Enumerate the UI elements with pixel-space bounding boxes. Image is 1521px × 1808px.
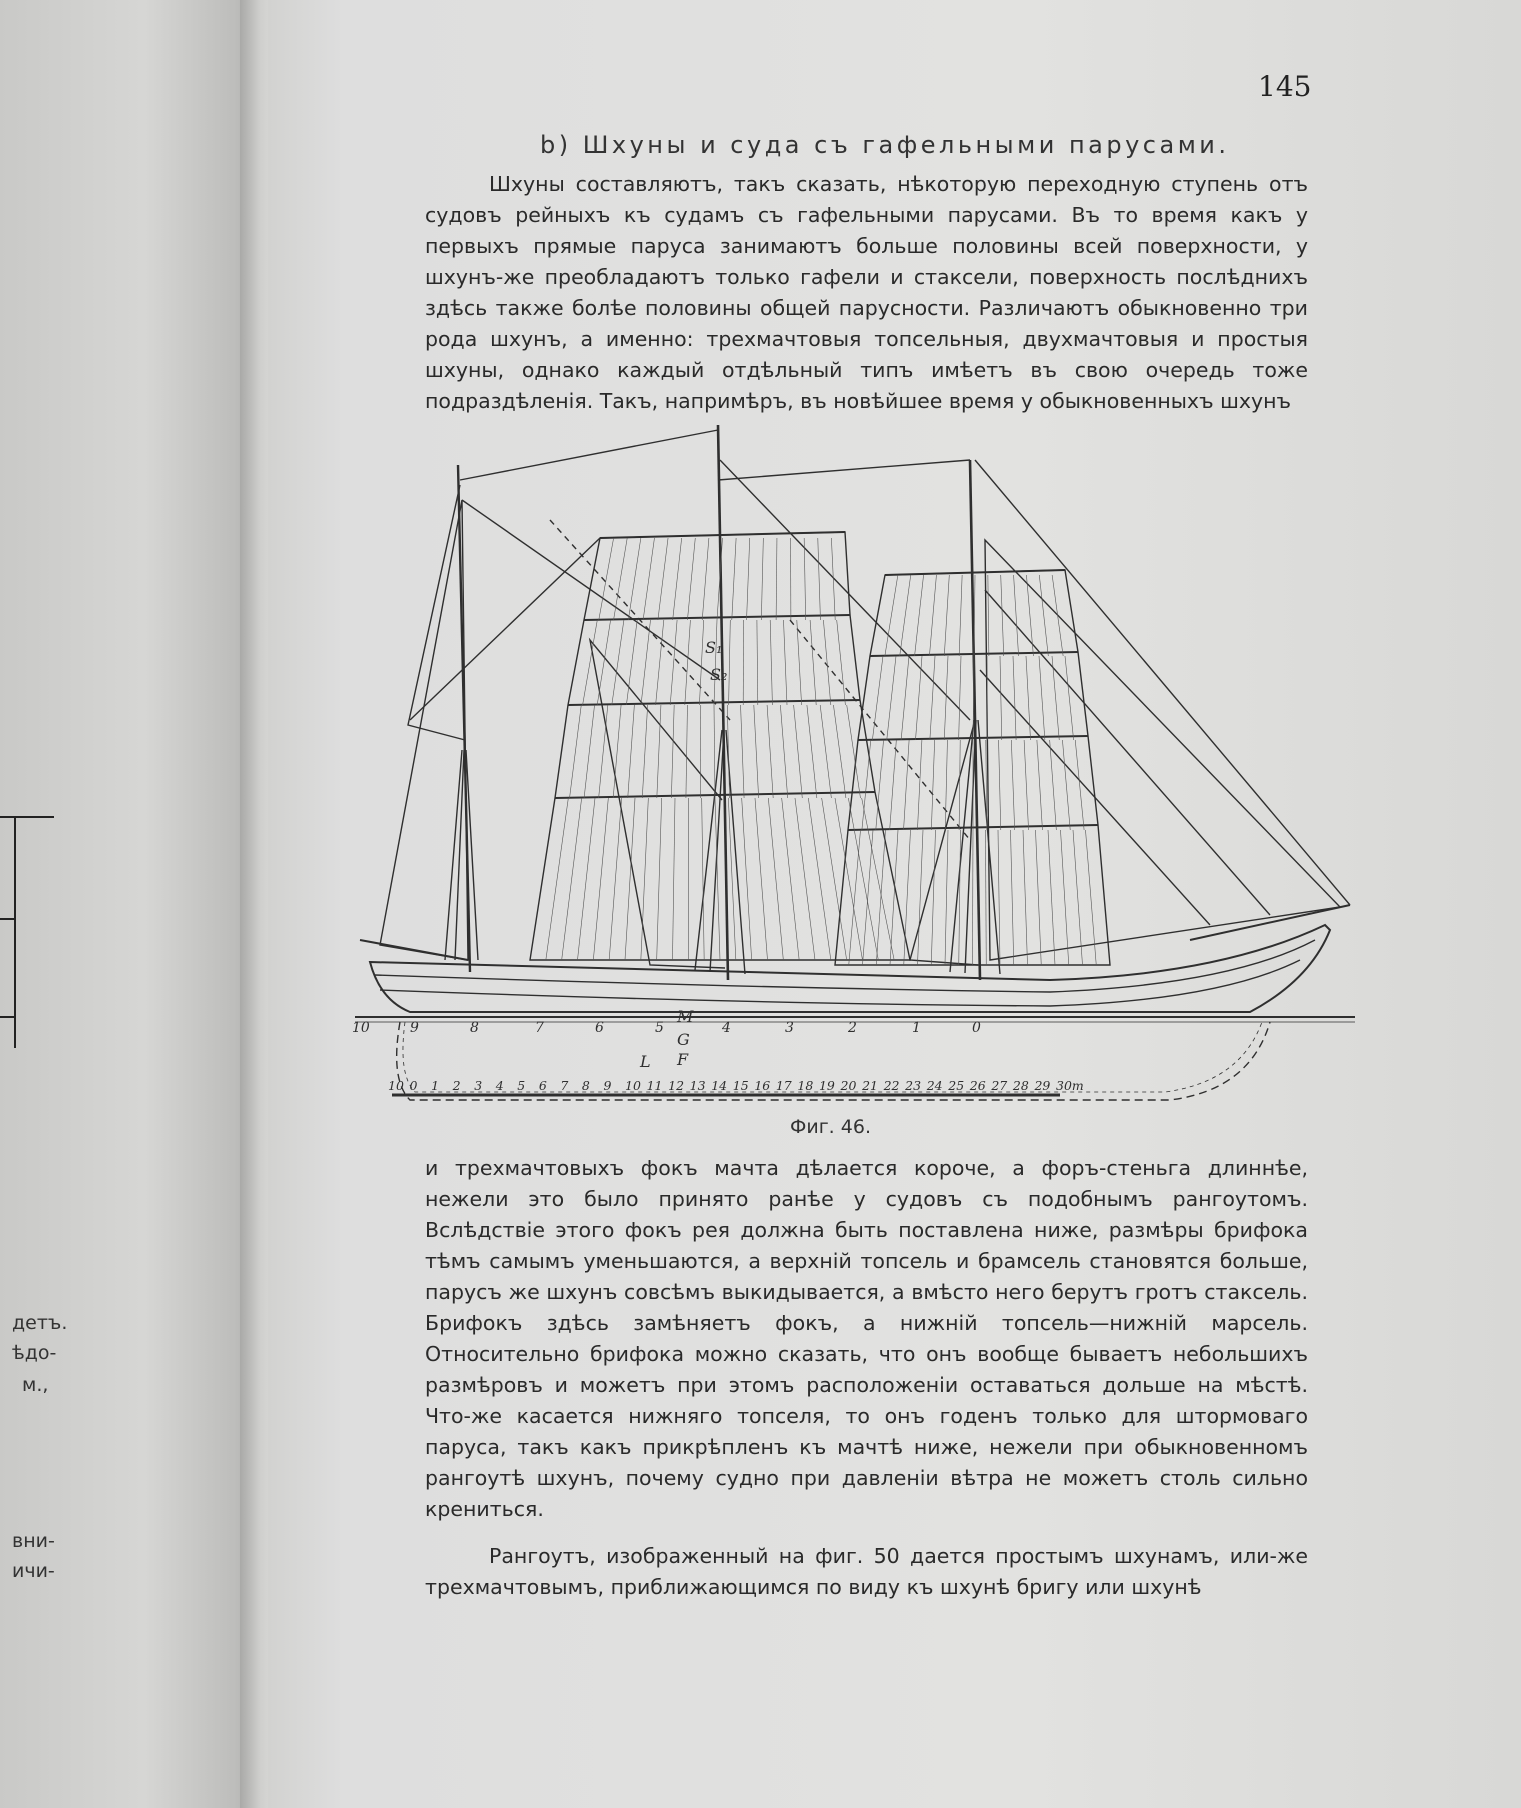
station-number: 3	[785, 1020, 794, 1036]
stay	[460, 430, 718, 480]
paragraph: Шхуны составляютъ, такъ сказать, нѣкоторую переходную ступень отъ судовъ рейныхъ къ судамъ съ гафельными парусами. Въ то время какъ у первыхъ прямые паруса занимаютъ больше половины всей поверхности, у шхунъ-же преобладаютъ только гафели и стаксели, поверхность послѣднихъ здѣсь также болѣе половины общей парусности. Различаютъ обыкновенно три рода шхунъ, а именно: трехмачтовыя топсельныя, двухмачтовыя и простыя шхуны, однако каждый отдѣльный типъ имѣетъ въ свою очередь тоже подраздѣленія. Такъ, напримѣръ, въ новѣйшее время у обыкновенныхъ шхунъ	[425, 172, 1308, 413]
sail-panel-line	[959, 656, 961, 740]
sail-panel-line	[1036, 830, 1042, 965]
sail-panel-line	[862, 740, 871, 830]
sail-panel-line	[702, 538, 709, 620]
sail-panel-line	[1011, 740, 1014, 830]
point-label: L	[640, 1052, 651, 1071]
sail-panel-line	[887, 656, 896, 740]
scale-tick-label: 22	[883, 1078, 900, 1093]
hull	[370, 925, 1330, 1012]
sail-panel-line	[578, 798, 596, 960]
page-number: 145	[1258, 70, 1312, 103]
sail-panel-line	[757, 620, 758, 705]
sail-panel-line	[917, 740, 921, 830]
sail-panel-line	[714, 705, 715, 798]
scale-tick-label: 24	[926, 1078, 943, 1093]
sail-panel-line	[849, 830, 861, 965]
sail-panel-line	[1039, 656, 1045, 740]
sail-panel-line	[1062, 740, 1070, 830]
sail-panel-line	[714, 620, 717, 705]
scale-tick-label: 20	[840, 1078, 857, 1093]
sail-panel-line	[609, 798, 622, 960]
point-label: S₂	[710, 665, 728, 684]
station-number: 4	[722, 1020, 731, 1036]
sail-panel-line	[1065, 656, 1074, 740]
station-number: 6	[595, 1020, 604, 1036]
scale-tick-label: 25	[948, 1078, 965, 1093]
sail-panel-line	[614, 538, 628, 620]
scale-tick-label: 12	[668, 1078, 685, 1093]
sail-panel-line	[761, 538, 763, 620]
sail-panel-line	[685, 620, 691, 705]
station-number: 7	[535, 1020, 544, 1036]
left-page-fragment: м.,	[22, 1374, 49, 1396]
sail-panel-line	[599, 538, 614, 620]
sail-panel-line	[818, 538, 821, 620]
section-heading: b) Шхуны и суда съ гафельными парусами.	[540, 131, 1230, 159]
scale-tick-label: 18	[797, 1078, 814, 1093]
sail-panel-line	[699, 620, 703, 705]
left-page-fragment: детъ.	[12, 1312, 68, 1334]
sail-panel-line	[863, 830, 874, 965]
scale-tick-label: 21	[862, 1078, 878, 1093]
sail-panel-line	[872, 656, 883, 740]
sail-panel-line	[1014, 575, 1019, 656]
sail-panel-line	[900, 575, 911, 656]
sail-panel-line	[628, 705, 635, 798]
sail-panel-line	[626, 620, 637, 705]
sail-panel-line	[1039, 575, 1048, 656]
scale-tick-label: 2	[452, 1078, 461, 1093]
sail-panel-line	[784, 620, 788, 705]
sail-panel-line	[959, 575, 962, 656]
sail-panel-line	[945, 830, 948, 965]
sail-panel-line	[1011, 830, 1014, 965]
paragraph: Рангоутъ, изображенный на фиг. 50 дается простымъ шхунамъ, или-же трехмачтовымъ, приближающимся по виду къ шхунѣ бригу или шхунѣ	[425, 1544, 1308, 1599]
main-gaff-sail	[590, 640, 728, 968]
sail-panel-line	[1048, 830, 1055, 965]
sail-panel-line	[862, 798, 895, 960]
sail-panel-line	[670, 620, 677, 705]
mizzen-gaff-sail	[380, 500, 468, 960]
mizzen-topsail	[408, 485, 465, 740]
sail-panel-line	[959, 740, 960, 830]
sail-panel-line	[918, 830, 924, 965]
sail-panel-line	[768, 798, 783, 960]
left-page-rule	[0, 1016, 14, 1018]
sail-panel-line	[702, 798, 705, 960]
sail-panel-line	[628, 538, 641, 620]
sail-panel-line	[657, 798, 662, 960]
sail-panel-line	[671, 705, 674, 798]
station-number: 5	[655, 1020, 664, 1036]
sail-panel-line	[673, 538, 682, 620]
sail-panel-line	[770, 620, 772, 705]
sail-panel-line	[986, 830, 987, 965]
scale-tick-label: 28	[1012, 1078, 1029, 1093]
sail-panel-line	[804, 538, 806, 620]
scale-tick-label: 6	[538, 1078, 547, 1093]
sail-panel-line	[1023, 830, 1028, 965]
sail-panel-line	[656, 620, 664, 705]
sail-panel-line	[931, 830, 935, 965]
scale-tick-label: 30m	[1056, 1078, 1084, 1093]
scale-tick-label: 23	[905, 1078, 922, 1093]
fore-gaff-sail	[910, 720, 978, 965]
sail-panel-line	[833, 705, 845, 798]
scale-tick-label: 7	[560, 1078, 569, 1093]
left-page-fragment: ѣдо-	[12, 1342, 57, 1364]
scale-tick-label: 8	[581, 1078, 590, 1093]
stay	[985, 590, 1270, 915]
station-number: 10	[352, 1020, 370, 1036]
station-number: 2	[848, 1020, 857, 1036]
sail-panel-line	[820, 705, 831, 798]
sail-panel-line	[1061, 830, 1069, 965]
sail-panel-line	[944, 656, 948, 740]
bowsprit	[1190, 905, 1350, 940]
left-page-rule	[0, 816, 54, 818]
sail-panel-line	[747, 538, 750, 620]
sail-panel-line	[643, 538, 654, 620]
point-label: G	[677, 1030, 690, 1049]
scale-tick-label: 13	[689, 1078, 706, 1093]
figure-caption: Фиг. 46.	[790, 1116, 871, 1138]
sail-panel-line	[915, 575, 924, 656]
left-page-rule	[14, 818, 16, 1048]
sail-panel-line	[657, 705, 661, 798]
sail-panel-line	[807, 705, 817, 798]
sail-panel-line	[729, 620, 731, 705]
sail-panel-line	[673, 798, 676, 960]
point-label: F	[677, 1050, 689, 1069]
scale-tick-label: 19	[818, 1078, 835, 1093]
mizzen-mast	[458, 465, 470, 972]
sail-panel-line	[1037, 740, 1043, 830]
sail-panel-line	[1001, 575, 1004, 656]
station-number: 8	[470, 1020, 479, 1036]
scale-tick-label: 16	[754, 1078, 771, 1093]
sail-panel-line	[810, 620, 816, 705]
left-page-fragment: вни-	[12, 1530, 55, 1552]
sail-panel-line	[794, 705, 803, 798]
scale-tick-label: 4	[495, 1078, 504, 1093]
sail-panel-line	[1052, 575, 1063, 656]
scale-tick-label: 5	[517, 1078, 526, 1093]
spanker-boom	[360, 940, 468, 960]
sail-panel-line	[741, 705, 745, 798]
sail-panel-line	[641, 620, 651, 705]
stay	[975, 460, 1350, 905]
station-number: 9	[410, 1020, 419, 1036]
scale-tick-label: 9	[603, 1078, 612, 1093]
point-label: M	[677, 1007, 694, 1026]
sail-panel-line	[1013, 656, 1016, 740]
scale-tick-label: 26	[969, 1078, 986, 1093]
left-page-fragment: ичи-	[12, 1560, 55, 1582]
sail-panel-line	[593, 798, 608, 960]
sail-panel-line	[570, 705, 582, 798]
sail-panel-line	[1052, 656, 1059, 740]
sail-panel-line	[876, 830, 885, 965]
scale-tick-label: 1	[431, 1078, 440, 1093]
sail-panel-line	[754, 705, 759, 798]
sail-panel-line	[599, 705, 608, 798]
sail-panel-line	[728, 798, 736, 960]
scale-tick-label: 29	[1034, 1078, 1051, 1093]
sail-panel-line	[1024, 740, 1028, 830]
scale-tick-label: 15	[732, 1078, 749, 1093]
sail-panel-line	[642, 705, 647, 798]
scale-tick-label: 17	[775, 1078, 792, 1093]
sail-panel-line	[687, 538, 695, 620]
scale-tick-label: 10	[388, 1078, 404, 1093]
sail-panel-line	[823, 620, 830, 705]
stay	[550, 520, 730, 720]
sail-panel-line	[767, 705, 773, 798]
sail-panel-line	[890, 740, 897, 830]
sail-panel-line	[929, 575, 936, 656]
left-page-rule	[0, 918, 14, 920]
sail-panel-line	[780, 705, 787, 798]
scale-tick-label: 3	[474, 1078, 483, 1093]
sail-panel-line	[973, 830, 974, 965]
station-number: 0	[972, 1020, 981, 1036]
sail-panel-line	[742, 798, 752, 960]
stay	[980, 670, 1210, 925]
scale-tick-label: 11	[646, 1078, 663, 1093]
ship-rigging-figure	[350, 420, 1360, 1120]
sail-panel-line	[959, 830, 961, 965]
sail-panel-line	[931, 740, 934, 830]
scale-tick-label: 10	[625, 1078, 641, 1093]
sail-panel-line	[848, 798, 878, 960]
sail-panel-line	[782, 798, 800, 960]
sail-panel-line	[916, 656, 923, 740]
sail-panel-line	[732, 538, 736, 620]
sail-panel-line	[998, 830, 1000, 965]
left-page	[0, 0, 262, 1808]
sail-panel-line	[1026, 656, 1031, 740]
sail-panel-line	[999, 740, 1001, 830]
sail-panel-line	[658, 538, 668, 620]
sail-panel-line	[583, 620, 598, 705]
stay	[790, 620, 970, 840]
paragraph: и трехмачтовыхъ фокъ мачта дѣлается короче, а форъ-стеньга длиннѣе, нежели это было принято ранѣе у судовъ съ подобнымъ рангоутомъ. Вслѣдствіе этого фокъ рея должна быть поставлена ниже, размѣры брифока тѣмъ самымъ уменьшаются, а верхній топсель и брамсель становятся больше, парусъ же шхунъ совсѣмъ выкидывается, а вмѣсто него берутъ гротъ стаксель. Брифокъ здѣсь замѣняетъ фокъ, а нижній топсель—нижній марсель. Относительно брифока можно сказать, что онъ вообще бываетъ небольшихъ размѣровъ и можетъ при этомъ расположеніи оставаться дольше на мѣстѣ. Что-же касается нижняго топселя, то онъ годенъ только для штормоваго паруса, такъ какъ прикрѣпленъ къ мачтѣ ниже, нежели при обыкновенномъ рангоутѣ шхунъ, почему судно при давленіи вѣтра не можетъ столь сильно крениться.	[425, 1156, 1308, 1521]
sail-panel-line	[988, 575, 989, 656]
sail-panel-line	[944, 575, 949, 656]
sail-panel-line	[945, 740, 947, 830]
sail-panel-line	[755, 798, 768, 960]
sail-panel-line	[1000, 656, 1002, 740]
scale-tick-label: 27	[991, 1078, 1008, 1093]
stay	[718, 460, 970, 480]
sail-panel-line	[1073, 830, 1083, 965]
sail-panel-line	[612, 620, 624, 705]
station-number: 1	[912, 1020, 921, 1036]
sail-panel-line	[837, 620, 846, 705]
sail-panel-line	[686, 705, 688, 798]
scale-tick-label: 14	[711, 1078, 728, 1093]
sail-panel-line	[1075, 740, 1084, 830]
scale-tick-label: 0	[409, 1078, 418, 1093]
sail-panel-line	[930, 656, 935, 740]
sail-panel-line	[776, 538, 777, 620]
point-label: S₁	[705, 638, 723, 657]
sail-panel-line	[584, 705, 594, 798]
sail-panel-line	[901, 656, 909, 740]
sail-panel-line	[904, 740, 910, 830]
